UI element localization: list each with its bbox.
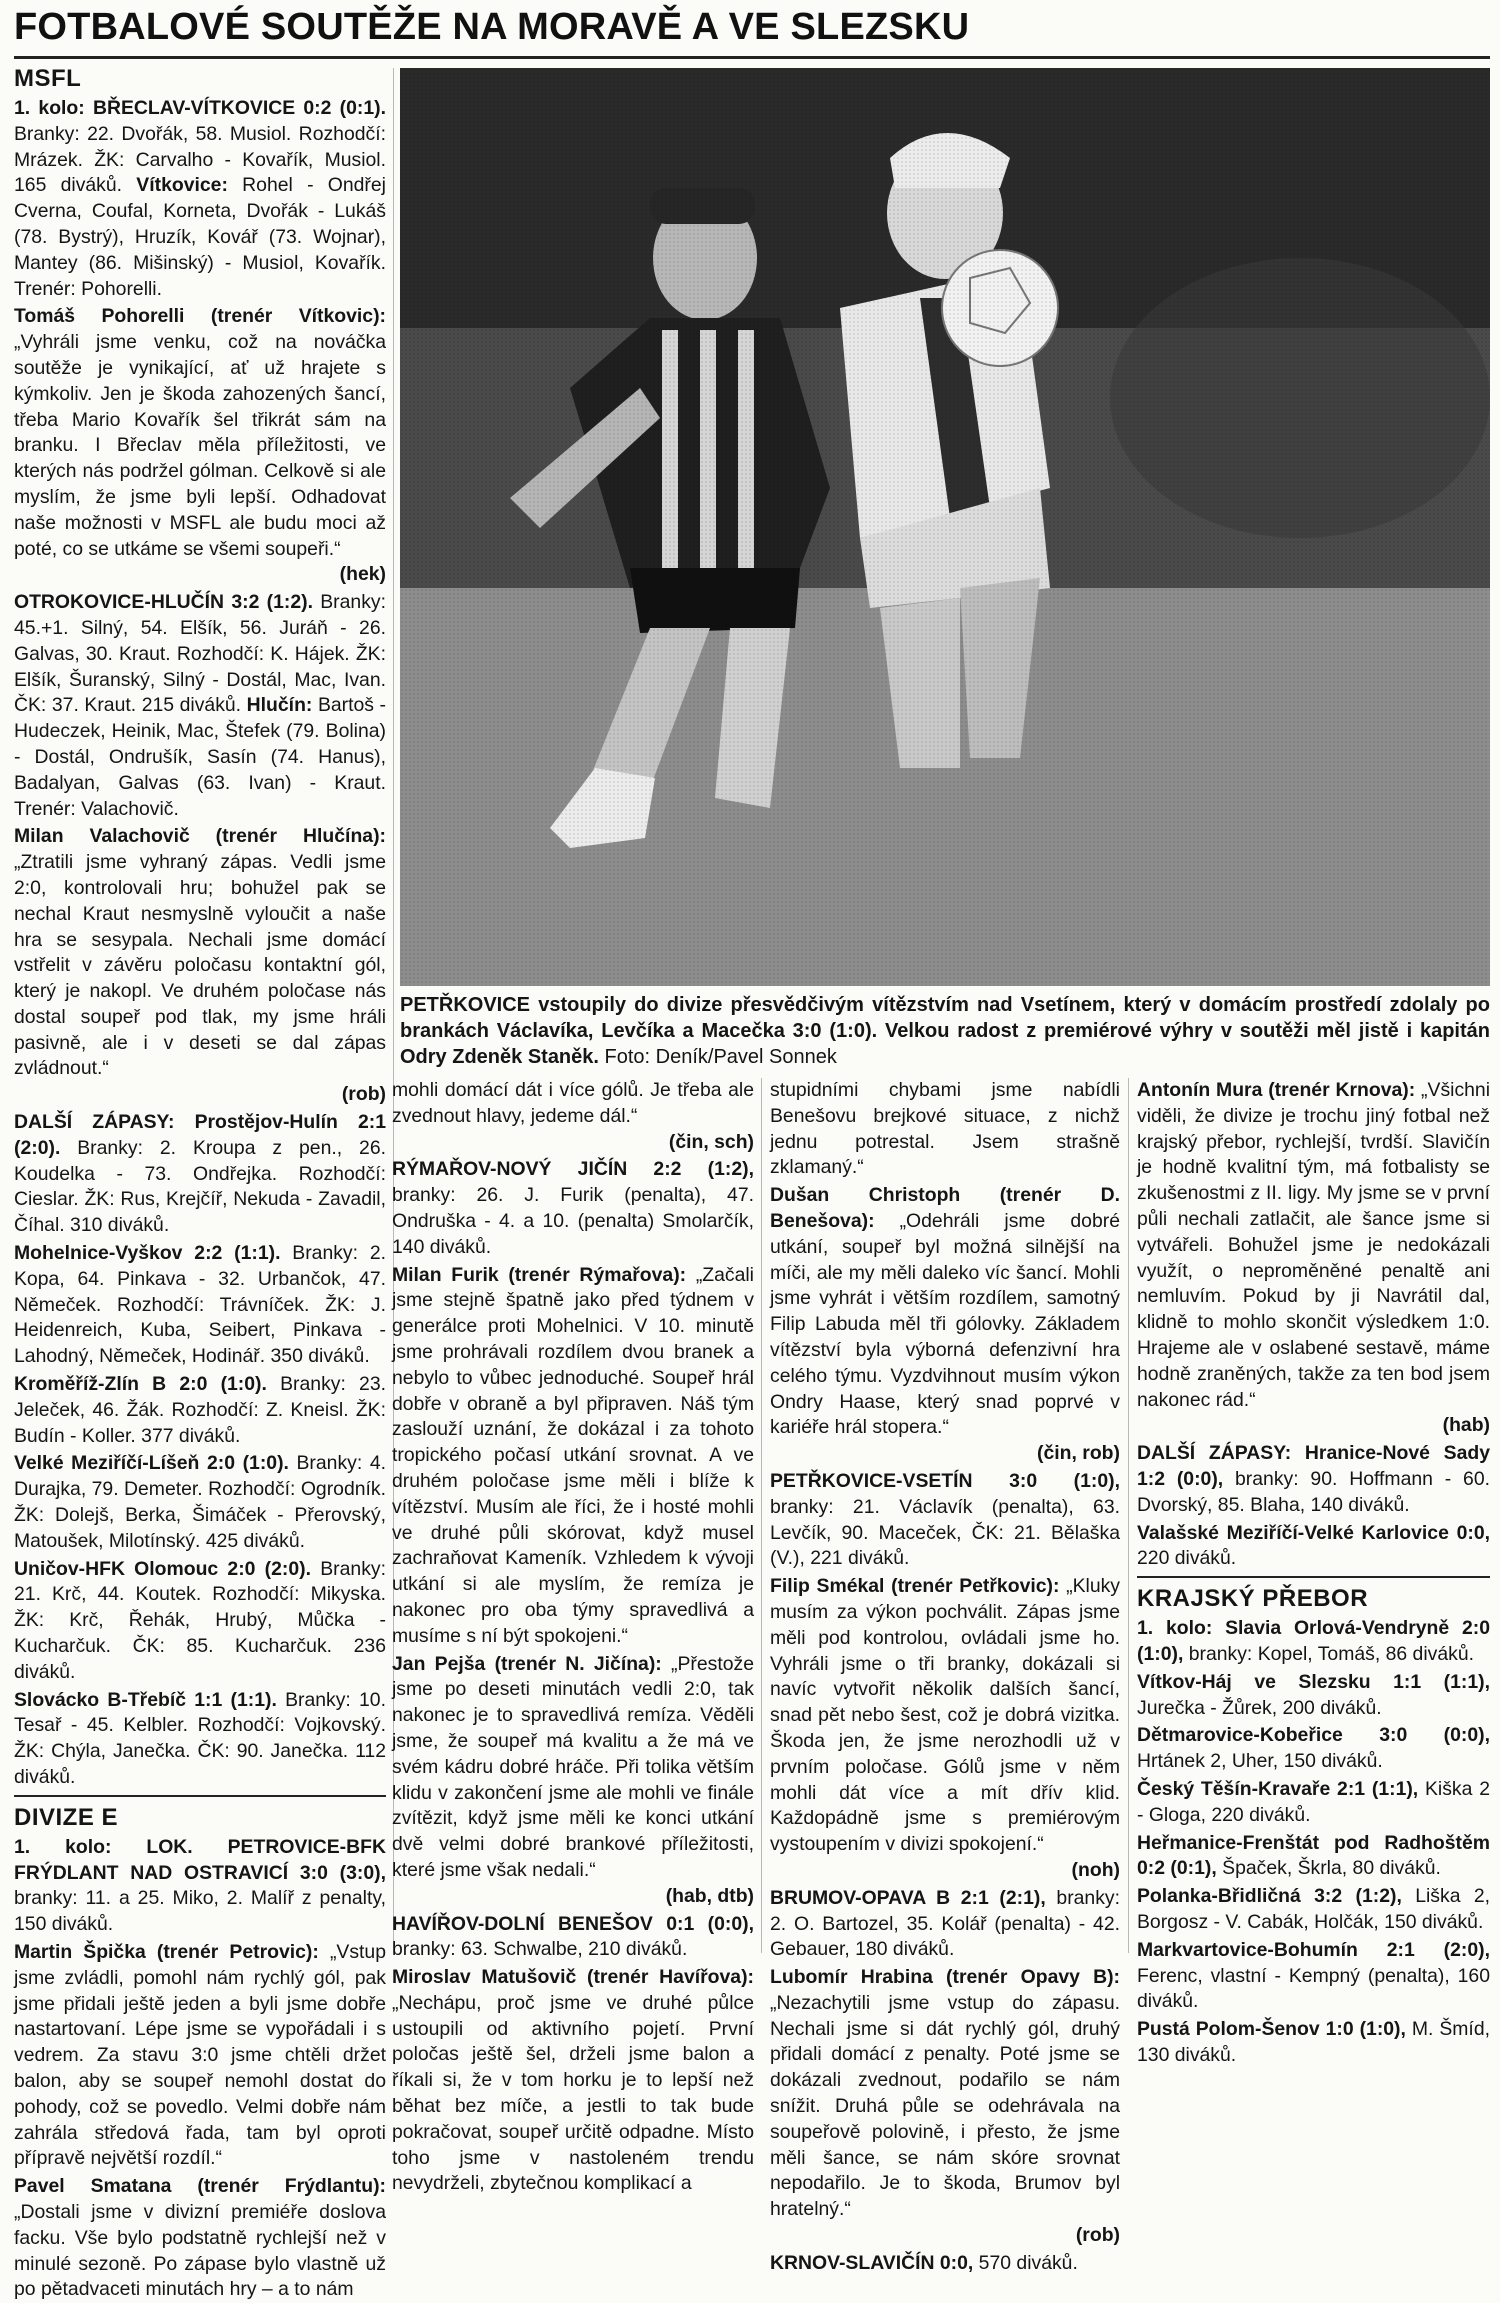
author-sig: (noh)	[1071, 1858, 1120, 1881]
result-slovacko-trebic	[14, 1688, 386, 1791]
match-text: branky: 26. J. Furik (penalta), 47. Ondruška - 4. a 10. (penalta) Smolarčík, 140 diváků.	[392, 1184, 754, 1258]
page-headline: FOTBALOVÉ SOUTĚŽE NA MORAVĚ A VE SLEZSKU	[14, 6, 970, 48]
quote-speaker: Martin Špička (trenér Petrovic):	[14, 1940, 319, 1963]
match-text: Branky: 4. Durajka, 79. Demeter. Rozhodčí: Ogrodník. ŽK: Dolejš, Berka, Šimáček - Přerovský, Matoušek, Milotínský. 425 diváků.	[14, 1452, 386, 1552]
author-sig: (hek)	[339, 563, 386, 586]
match-text: Hrtánek 2, Uher, 150 diváků.	[1137, 1750, 1383, 1773]
section-rule	[1137, 1576, 1490, 1578]
match-lead: Dětmarovice-Kobeřice 3:0 (0:0),	[1137, 1724, 1490, 1747]
author-sig: (hab)	[1442, 1414, 1490, 1437]
quote-text: „Nechápu, proč jsme ve druhé půlce ustoupili od aktivního pojetí. První poločas ještě šel, drželi jsme balon a říkali si, že v tom horku je to lepší než běhat bez míče, a jestli to tak bude pokračovat, soupeř určitě odpadne. Místo toho jsme v nastoleném trendu nevydrželi, zbytečnou komplikací a	[392, 1991, 754, 2195]
article-otrokovice-hlucin	[14, 590, 386, 822]
column-divider	[761, 1078, 762, 1953]
lineup-lead: Vítkovice:	[136, 174, 228, 197]
quote-speaker: Miroslav Matušovič (trenér Havířova):	[392, 1966, 754, 1989]
result-polom-senov	[1137, 2017, 1490, 2069]
column-divider	[1128, 1078, 1129, 1953]
quote-text: „Odehráli jsme dobré utkání, soupeř byl možná silnější na míči, ale my měli daleko víc šancí. Mohli jsme vyhrát i větším rozdílem, samotný Filip Labuda měl tři gólovky. Základem vítězství byla výborná defenzivní hra celého týmu. Vyzdvihnout musím výkon Ondry Haase, který snad poprvé v kariéře hrál stopera.“	[770, 1209, 1120, 1439]
match-lead: DALŠÍ ZÁPASY: Hranice-Nové Sady 1:2 (0:0),	[1137, 1442, 1490, 1490]
match-lead: 1. kolo: Slavia Orlová-Vendryně 2:0 (1:0),	[1137, 1617, 1490, 1665]
section-msfl: MSFL	[14, 65, 82, 92]
match-text: Branky: 10. Tesař - 45. Kelbler. Rozhodčí: Vojkovský. ŽK: Chýla, Janečka. ČK: 90. Janečka. 112 diváků.	[14, 1688, 386, 1788]
match-text: Branky: 21. Krč, 44. Koutek. Rozhodčí: Mikyska. ŽK: Krč, Řehák, Hrubý, Můčka - Kucharčuk. ČK: 85. Kucharčuk. 236 diváků.	[14, 1557, 386, 1683]
match-text: branky: 90. Hoffmann - 60. Dvorský, 85. Blaha, 140 diváků.	[1137, 1467, 1490, 1516]
result-unicov-hfk	[14, 1557, 386, 1686]
match-lead: HAVÍŘOV-DOLNÍ BENEŠOV 0:1 (0:0),	[392, 1912, 754, 1935]
quote-speaker: Jan Pejša (trenér N. Jičína):	[392, 1652, 662, 1675]
article-rymarov-jicin	[392, 1157, 754, 1260]
match-lead: PETŘKOVICE-VSETÍN 3:0 (1:0),	[770, 1469, 1120, 1492]
quote-spicka	[14, 1940, 386, 2172]
match-text: branky: 2. O. Bartozel, 35. Kolář (penalta) - 42. Gebauer, 180 diváků.	[770, 1886, 1120, 1961]
quote-smatana	[14, 2174, 386, 2303]
match-lead: Český Těšín-Kravaře 2:1 (1:1),	[1137, 1777, 1419, 1800]
result-mohelnice-vyskov	[14, 1241, 386, 1370]
match-text: Ferenc, vlastní - Kempný (penalta), 160 diváků.	[1137, 1964, 1490, 2013]
quote-christoph	[770, 1183, 1120, 1467]
quote-matusovic	[392, 1965, 754, 2197]
quote-speaker: Pavel Smatana (trenér Frýdlantu):	[14, 2175, 386, 2198]
section-rule	[14, 1795, 386, 1797]
quote-pohorelli	[14, 304, 386, 588]
quote-speaker: Lubomír Hrabina (trenér Opavy B):	[770, 1966, 1120, 1989]
quote-mura	[1137, 1078, 1490, 1439]
photo-credit: Foto: Deník/Pavel Sonnek	[604, 1046, 837, 1068]
lineup-lead: Hlučín:	[246, 694, 313, 717]
match-text: 220 diváků.	[1137, 1547, 1237, 1570]
quote-text: „Kluky musím za výkon pochválit. Zápas jsme měli pod kontrolou, ovládali jsme ho. Vyhráli jsme o tři branky, dokázali si navíc vytvořit několik dalších šancí, snad pět nebo šest, což je dobrá vizitka. Škoda jen, že jsme nerozhodli už v prvním poločase. Gólů jsme v něm mohli dát více a mít dřív klid. Každopádně jsme s premiérovým vystoupením v divizi spokojení.“	[770, 1575, 1120, 1856]
caption-text: PETŘKOVICE vstoupily do divize přesvědčivým vítězstvím nad Vsetínem, který v domácím prostředí zdolaly po brankách Václavíka, Levčíka a Macečka 3:0 (1:0). Velkou radost z premiérové výhry v soutěži měl jistě i kapitán Odry Zdeněk Staněk.	[400, 994, 1490, 1068]
match-text: Branky: 45.+1. Silný, 54. Elšík, 56. Juráň - 26. Galvas, 30. Kraut. Rozhodčí: K. Hájek. ŽK: Elšík, Šuranský, Silný - Dostál, Mac, Ivan. ČK: 37. Kraut. 215 diváků.	[14, 591, 386, 717]
match-lead: Velké Meziříčí-Líšeň 2:0 (1:0).	[14, 1452, 289, 1475]
match-text: 570 diváků.	[978, 2251, 1078, 2274]
article-havirov-benesov	[392, 1912, 754, 1964]
quote-text: „Vyhráli jsme venku, což na nováčka soutěže je vynikající, ať už hrajete s kýmkoliv. Jen je škoda zahozených šancí, třeba Mario Kovařík šel třikrát sám na branku. I Břeclav měla příležitosti, ve kterých nás podržel gólman. Celkově si ale myslím, že jsme byli lepší. Odhadovat naše možnosti v MSFL ale budu moci až poté, co se utkáme se všemi soupeři.“	[14, 331, 386, 560]
match-lead: Vítkov-Háj ve Slezsku 1:1 (1:1),	[1137, 1670, 1490, 1693]
match-lead: RÝMAŘOV-NOVÝ JIČÍN 2:2 (1:2),	[392, 1158, 754, 1181]
section-divize-e: DIVIZE E	[14, 1803, 119, 1831]
author-sig: (čin, sch)	[668, 1130, 754, 1153]
match-text: Branky: 2. Kroupa z pen., 26. Koudelka - 73. Ondřejka. Rozhodčí: Cieslar. ŽK: Rus, Krejčíř, Nekuda - Zavadil, Číhal. 310 diváků.	[14, 1136, 387, 1237]
column-1	[14, 62, 387, 2301]
match-photo	[400, 68, 1490, 986]
quote-speaker: Antonín Mura (trenér Krnova):	[1137, 1079, 1416, 1101]
lineup-text: Rohel - Ondřej Cverna, Coufal, Korneta, Dvořák - Lukáš (78. Bystrý), Hruzík, Kovář (73. Wojnar), Mantey (86. Mišinský) - Musiol, Kovařík. Trenér: Pohorelli.	[14, 174, 386, 300]
result-vm-lisen	[14, 1451, 386, 1554]
match-text: branky: Kopel, Tomáš, 86 diváků.	[1188, 1642, 1474, 1665]
result-hermanice-frenstat	[1137, 1831, 1490, 1883]
quote-furik	[392, 1263, 754, 1650]
quote-text: „Všichni viděli, že divize je trochu jiný fotbal než krajský přebor, rychlejší, tvrdší. Slavičín je hodně kvalitní tým, má fotbalisty se zkušenostmi z II. ligy. My jsme se v první půli nechali zatlačit, ale šance jsme si vytvářeli. Bohužel jsme je nedokázali využít, o neproměněné penaltě ani nemluvím. Pokud by ji Navrátil dal, klidně to mohlo skončit výsledkem 1:0. Hrajeme ale v oslabené sestavě, máme hodně zraněných, takže za ten bod jsem nakonec rád.“	[1137, 1079, 1491, 1411]
quote-speaker: Tomáš Pohorelli (trenér Vítkovic):	[14, 305, 386, 328]
result-hranice-nove-sady	[1137, 1441, 1490, 1518]
result-polanka-bridlicna	[1137, 1884, 1490, 1936]
match-text: Branky: 23. Jeleček, 46. Žák. Rozhodčí: Z. Kneisl. ŽK: Budín - Koller. 377 diváků.	[14, 1373, 386, 1447]
match-text: branky: 11. a 25. Miko, 2. Malíř z penalty, 150 diváků.	[14, 1887, 386, 1936]
match-text: Liška 2, Borgosz - V. Cabák, Holčák, 150 diváků.	[1137, 1885, 1491, 1933]
quote-pejsa	[392, 1652, 754, 1910]
quote-text: „Nezachytili jsme vstup do zápasu. Nechali jsme si dát rychlý gól, druhý přidali domácí z penalty. Poté jsme se dokázali zvednout, podařilo se nám snížit. Druhá půle se odehrávala na soupeřově polovině, i přesto, že jsme měli šance, se nám skóre srovnat nepodařilo. Je to škoda, Brumov byl hratelný.“	[770, 1991, 1120, 2221]
author-sig: (čin, rob)	[1037, 1442, 1120, 1465]
match-text: Branky: 22. Dvořák, 58. Musiol. Rozhodčí: Mrázek. ŽK: Carvalho - Kovařík, Musiol. 165 diváků.	[14, 122, 386, 197]
match-text: branky: 21. Václavík (penalta), 63. Levčík, 90. Maceček, ČK: 21. Bělaška (V.), 221 diváků.	[770, 1495, 1120, 1570]
result-kromeriz-zlin	[14, 1372, 386, 1449]
article-brumov-opava	[770, 1886, 1120, 1963]
match-lead: Heřmanice-Frenštát pod Radhoštěm 0:2 (0:1),	[1137, 1831, 1490, 1880]
match-lead: OTROKOVICE-HLUČÍN 3:2 (1:2).	[14, 591, 313, 614]
match-text: Jurečka - Žůrek, 200 diváků.	[1137, 1696, 1382, 1719]
quote-speaker: Dušan Christoph (trenér D. Benešova):	[770, 1184, 1120, 1232]
match-text: Špaček, Škrla, 80 diváků.	[1222, 1857, 1441, 1880]
match-lead: Mohelnice-Vyškov 2:2 (1:1).	[14, 1242, 281, 1265]
football-players-image	[400, 68, 1490, 986]
result-tesin-kravare	[1137, 1777, 1490, 1829]
quote-speaker: Milan Furik (trenér Rýmařova):	[392, 1263, 687, 1286]
result-prostejov-hulin	[14, 1110, 386, 1239]
match-lead: 1. kolo: LOK. PETROVICE-BFK FRÝDLANT NAD OSTRAVICÍ 3:0 (3:0),	[14, 1835, 386, 1884]
match-lead: Pustá Polom-Šenov 1:0 (1:0),	[1137, 2018, 1406, 2041]
match-lead: Polanka-Břidličná 3:2 (1:2),	[1137, 1885, 1402, 1908]
quote-text: „Ztratili jsme vyhraný zápas. Vedli jsme 2:0, kontrolovali hru; bohužel pak se nechal Kraut nesmyslně vyloučit a naše hra se sesypala. Nechali jsme domácí vstřelit v závěru poločasu kontaktní gól, který je nakopl. Ve druhém poločase nás dostal soupeř pod tlak, my jsme hráli pasivně, ale i v deseti se dal zápas zvládnout.“	[14, 851, 386, 1080]
quote-speaker: Filip Smékal (trenér Petřkovic):	[770, 1575, 1060, 1598]
article-breclav-vitkovice	[14, 96, 386, 302]
quote-continuation	[770, 1078, 1120, 1181]
column-3	[770, 1078, 1120, 2274]
article-petrovice-frydlant	[14, 1835, 386, 1938]
match-lead: Slovácko B-Třebíč 1:1 (1:1).	[14, 1688, 277, 1711]
match-lead: BRUMOV-OPAVA B 2:1 (2:1),	[770, 1886, 1046, 1909]
match-lead: Valašské Meziříčí-Velké Karlovice 0:0,	[1137, 1521, 1490, 1544]
article-krnov-slavicin	[770, 2251, 1120, 2277]
match-lead: KRNOV-SLAVIČÍN 0:0,	[770, 2251, 974, 2274]
author-sig: (rob)	[341, 1083, 386, 1106]
quote-speaker: Milan Valachovič (trenér Hlučína):	[14, 825, 386, 848]
match-text: branky: 63. Schwalbe, 210 diváků.	[392, 1938, 688, 1961]
match-lead: Markvartovice-Bohumín 2:1 (2:0),	[1137, 1938, 1490, 1961]
quote-text: „Začali jsme stejně špatně jako před týdnem v generálce proti Mohelnici. V 10. minutě jsme prohrávali rozdílem dvou branek a nebylo to vůbec jednoduché. Soupeř hrál dobře v obraně a byl připraven. Náš tým zaslouží uznání, že dokázal i za tohoto tropického počasí utkání srovnat. A ve druhém poločase jsme měli i blíže k vítězství. Musím ale říci, že i hosté mohli ve druhé půli skórovat, když musel zachraňovat Kameník. Vzhledem k vývoji utkání si ale myslím, že remíza je nakonec pro oba týmy spravedlivá a musíme s ní být spokojeni.“	[392, 1263, 754, 1647]
headline-rule	[14, 56, 1490, 59]
match-lead: Kroměříž-Zlín B 2:0 (1:0).	[14, 1373, 267, 1396]
quote-text: „Dostali jsme v divizní premiéře doslova facku. Vše bylo podstatně rychlejší než v minulé sezoně. Po zápase bylo vlastně už po pětadvaceti minutách hry – a to nám	[14, 2200, 386, 2301]
result-markvartovice-bohumin	[1137, 1938, 1490, 2015]
quote-smekal	[770, 1574, 1120, 1884]
section-krajsky-prebor: KRAJSKÝ PŘEBOR	[1137, 1585, 1369, 1613]
match-lead: Uničov-HFK Olomouc 2:0 (2:0).	[14, 1557, 312, 1580]
lineup-text: Bartoš - Hudeczek, Heinik, Mac, Štefek (79. Bolina) - Dostál, Ondrušík, Sasín (74. Hanus), Badalyan, Galvas (63. Ivan) - Kraut. Trenér: Valachovič.	[14, 694, 387, 820]
quote-valachovic	[14, 824, 386, 1108]
quote-text: „Přestože jsme po deseti minutách vedli 2:0, tak nakonec je to spravedlivá remíza. Věděli jsme, že soupeř má kvalitu a že má ve svém kádru dobré hráče. Při tolika větším klidu v zakončení jsme ale mohli ve finále zvítězit, když jsme měli ke konci utkání dvě velmi dobré brankové příležitosti, které jsme však nedali.“	[392, 1652, 754, 1881]
quote-text: „Vstup jsme zvládli, pomohl nám rychlý gól, pak jsme přidali ještě jeden a byli jsme dobře nastartovaní. Lépe jsme se vypořádali i s vedrem. Za stavu 3:0 jsme chtěli držet balon, aby se soupeř nemohl dostat do pohody, což se povedlo. Velmi dobře nám zahrála středová řada, tam byl oproti přípravě největší rozdíl.“	[14, 1940, 386, 2170]
result-valmez-karlovice	[1137, 1521, 1490, 1573]
column-4	[1137, 1078, 1491, 2066]
article-petrkovice-vsetin	[770, 1469, 1120, 1572]
photo-caption	[400, 992, 1490, 1070]
match-text: Kiška 2 - Gloga, 220 diváků.	[1137, 1777, 1490, 1826]
quote-text: stupidními chybami jsme nabídli Benešovu brejkové situace, z nichž jednu potrestal. Jsem strašně zklamaný.“	[770, 1079, 1120, 1179]
quote-text: mohli domácí dát i více gólů. Je třeba ale zvednout hlavy, jedeme dál.“	[392, 1079, 754, 1127]
author-sig: (rob)	[1075, 2224, 1120, 2247]
result-vitkov-haj	[1137, 1670, 1490, 1722]
column-2	[392, 1078, 754, 2195]
quote-continuation	[392, 1078, 754, 1155]
quote-hrabina	[770, 1965, 1120, 2249]
match-lead: DALŠÍ ZÁPASY: Prostějov-Hulín 2:1 (2:0).	[14, 1111, 386, 1159]
author-sig: (hab, dtb)	[665, 1884, 754, 1907]
result-orlova-vendryne	[1137, 1616, 1490, 1668]
result-detmarovice-koberice	[1137, 1723, 1490, 1775]
match-lead: 1. kolo: BŘECLAV-VÍTKOVICE 0:2 (0:1).	[14, 97, 386, 119]
match-text: M. Šmíd, 130 diváků.	[1137, 2018, 1490, 2066]
match-text: Branky: 2. Kopa, 64. Pinkava - 32. Urbančok, 47. Němeček. Rozhodčí: Trávníček. ŽK: J. Heidenreich, Kuba, Seibert, Pinkava - Lahodný, Němeček, Hodinář. 350 diváků.	[14, 1242, 387, 1368]
